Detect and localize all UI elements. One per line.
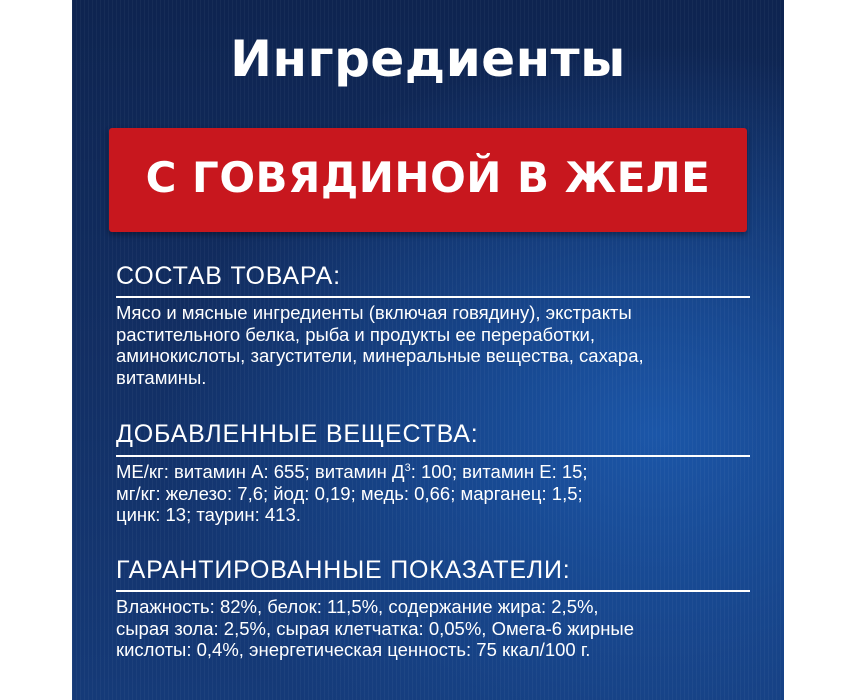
flavor-banner [109, 128, 747, 232]
composition-line: аминокислоты, загустители, минеральные вещества, сахара, [116, 345, 644, 366]
additives-divider [116, 455, 750, 457]
guaranteed-heading: ГАРАНТИРОВАННЫЕ ПОКАЗАТЕЛИ: [116, 556, 571, 584]
composition-line: витамины. [116, 366, 207, 388]
additives-line-2: мг/кг: железо: 7,6; йод: 0,19; медь: 0,66; марганец: 1,5; [116, 482, 583, 504]
additives-text [116, 461, 756, 526]
composition-text [116, 302, 756, 388]
additives-line-1-b: : 100; витамин Е: 15; [410, 461, 588, 482]
page-title: Ингредиенты [230, 30, 626, 88]
composition-line: растительного белка, рыба и продукты ее переработки, [116, 323, 596, 345]
guaranteed-line: сырая зола: 2,5%, сырая клетчатка: 0,05%, Омега-6 жирные [116, 617, 634, 639]
guaranteed-line: кислоты: 0,4%, энергетическая ценность: 75 ккал/100 г. [116, 639, 591, 660]
guaranteed-line: Влажность: 82%, белок: 11,5%, содержание жира: 2,5%, [116, 596, 599, 617]
guaranteed-text [116, 596, 756, 661]
vitamin-d-superscript: 3 [404, 461, 411, 474]
ingredients-panel [72, 0, 784, 700]
additives-heading: ДОБАВЛЕННЫЕ ВЕЩЕСТВА: [116, 420, 479, 448]
composition-line: Мясо и мясные ингредиенты (включая говядину), экстракты [116, 302, 632, 323]
flavor-banner-text: С ГОВЯДИНОЙ В ЖЕЛЕ [145, 153, 711, 202]
additives-line-1 [116, 461, 756, 483]
additives-line-1-a: МЕ/кг: витамин А: 655; витамин Д [116, 461, 405, 482]
composition-heading: СОСТАВ ТОВАРА: [116, 262, 341, 290]
additives-line-3: цинк: 13; таурин: 413. [116, 504, 301, 525]
composition-divider [116, 296, 750, 298]
guaranteed-divider [116, 590, 750, 592]
